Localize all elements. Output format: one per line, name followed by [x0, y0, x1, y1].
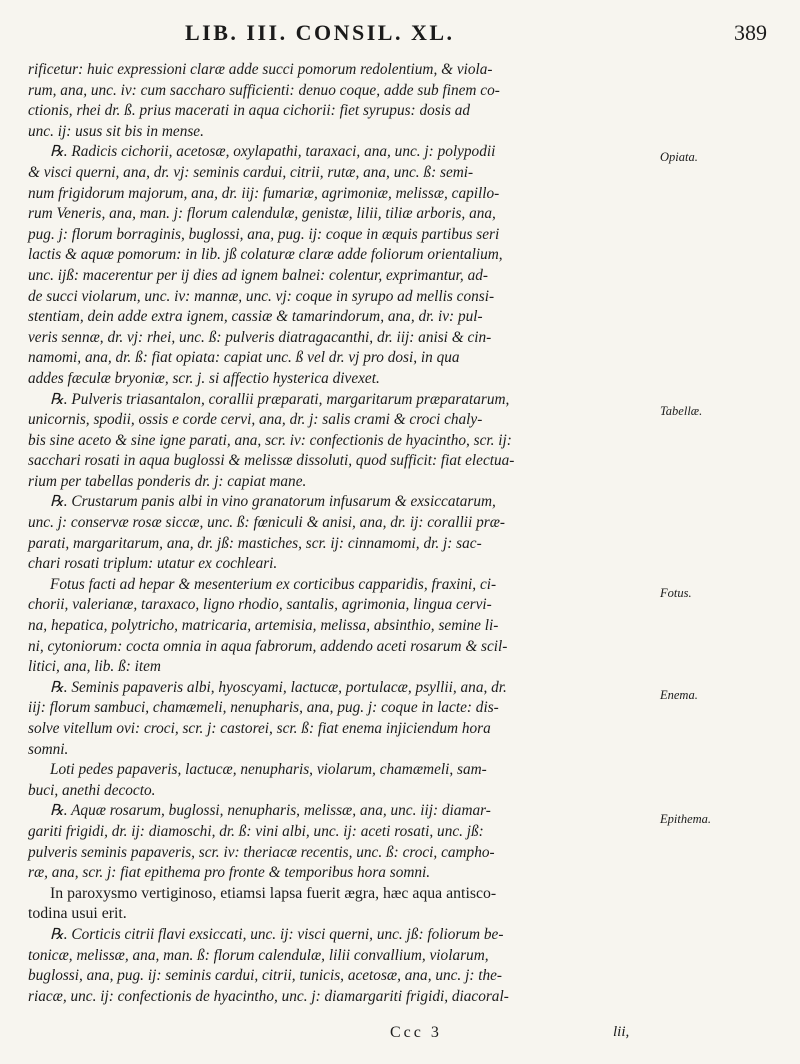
- text-line: solve vitellum ovi: croci, scr. j: castorei, scr. ß: fiat enema injiciendum hora: [28, 720, 491, 737]
- signature-mark: Ccc 3: [390, 1024, 442, 1041]
- paragraph-line: Fotus facti ad hepar & mesenterium ex corticibus capparidis, fraxini, ci-: [50, 575, 497, 593]
- text-line: chari rosati triplum: utatur ex cochleari.: [28, 555, 278, 573]
- margin-note-fotus: Fotus.: [660, 586, 692, 600]
- recipe-line: ℞. Corticis citrii flavi exsiccati, unc. ij: visci querni, unc. jß: foliorum be-: [50, 925, 504, 943]
- text-line: ctionis, rhei dr. ß. prius macerati in aqua cichorii: fiet syrupus: dosis ad: [28, 102, 471, 120]
- running-head: [185, 20, 767, 46]
- text-line: ni, cytoniorum: cocta omnia in aqua fabrorum, addendo aceti rosarum & scil-: [28, 637, 508, 655]
- page-number: 389: [734, 20, 767, 45]
- text-line: lactis & aquæ pomorum: in lib. jß colaturæ claræ adde foliorum orientalium,: [28, 246, 503, 264]
- text-line: stentiam, dein adde extra ignem, cassiæ & tamarindorum, ana, dr. iv: pul-: [28, 308, 483, 326]
- text-line: pulveris seminis papaveris, scr. iv: theriacæ recentis, unc. ß: croci, campho-: [28, 843, 495, 861]
- text-line: litici, ana, lib. ß: item: [28, 658, 161, 676]
- running-title: LIB. III. CONSIL. XL.: [185, 20, 455, 45]
- text-line: na, hepatica, polytricho, matricaria, artemisia, melissa, absinthio, semine li-: [28, 617, 499, 635]
- recipe-line: ℞. Crustarum panis albi in vino granatorum infusarum & exsiccatarum,: [50, 493, 496, 511]
- text-line: somni.: [28, 740, 69, 758]
- text-line: gariti frigidi, dr. ij: diamoschi, dr. ß: vini albi, unc. ij: aceti rosati, unc. jß:: [28, 822, 484, 840]
- text-line: unc. ij: usus sit bis in mense.: [28, 122, 204, 140]
- catchword: lii,: [613, 1024, 630, 1040]
- text-line: rum Veneris, ana, man. j: florum calendulæ, genistæ, lilii, tiliæ arboris, ana,: [28, 205, 496, 223]
- text-line: iij: florum sambuci, chamæmeli, nenupharis, ana, pug. j: coque in lacte: dis-: [28, 699, 499, 717]
- margin-note-enema: Enema.: [660, 688, 698, 702]
- body-text: [28, 60, 650, 1007]
- text-line: unc. j: conservæ rosæ siccæ, unc. ß: fœniculi & anisi, ana, dr. ij: corallii præ-: [28, 514, 506, 532]
- text-line: buci, anethi decocto.: [28, 781, 156, 799]
- margin-note-epithema: Epithema.: [660, 812, 712, 826]
- margin-note-opiata: Opiata.: [660, 150, 698, 164]
- text-line: sacchari rosati in aqua buglossi & melissæ dissoluti, quod sufficit: fiat electua-: [28, 452, 515, 470]
- text-line: num frigidorum majorum, ana, dr. iij: fumariæ, agrimoniæ, melissæ, capillo-: [28, 184, 500, 202]
- roman-text-line: todina usui erit.: [28, 905, 127, 923]
- recipe-line: ℞. Radicis cichorii, acetosæ, oxylapathi, taraxaci, ana, unc. j: polypodii: [50, 143, 496, 161]
- text-line: rium per tabellas ponderis dr. j: capiat mane.: [28, 472, 307, 490]
- text-line: unicornis, spodii, ossis e corde cervi, ana, dr. j: salis crami & croci chaly-: [28, 411, 483, 429]
- text-line: riacæ, unc. ij: confectionis de hyacintho, unc. j: diamargariti frigidi, diacoral-: [28, 987, 509, 1005]
- roman-paragraph-line: In paroxysmo vertiginoso, etiamsi lapsa fuerit ægra, hæc aqua antisco-: [50, 884, 497, 902]
- text-line: veris sennæ, dr. vj: rhei, unc. ß: pulveris diatragacanthi, dr. iij: anisi & cin-: [28, 328, 492, 346]
- text-line: & visci querni, ana, dr. vj: seminis cardui, citrii, rutæ, ana, unc. ß: semi-: [28, 163, 474, 181]
- text-line: pug. j: florum borraginis, buglossi, ana, pug. ij: coque in æquis partibus seri: [28, 225, 500, 243]
- text-line: addes fæculæ bryoniæ, scr. j. si affectio hysterica divexet.: [28, 369, 380, 387]
- recipe-line: ℞. Seminis papaveris albi, hyoscyami, lactucæ, portulacæ, psyllii, ana, dr.: [50, 678, 507, 696]
- text-line: parati, margaritarum, ana, dr. jß: mastiches, scr. ij: cinnamomi, dr. j: sac-: [28, 534, 482, 552]
- recipe-line: ℞. Aquæ rosarum, buglossi, nenupharis, melissæ, ana, unc. iij: diamar-: [50, 802, 491, 820]
- text-line: tonicæ, melissæ, ana, man. ß: florum calendulæ, lilii convallium, violarum,: [28, 946, 489, 964]
- text-line: unc. ijß: macerentur per ij dies ad ignem balnei: colentur, exprimantur, ad-: [28, 266, 488, 284]
- margin-note-tabellae: Tabellæ.: [660, 404, 703, 418]
- recipe-line: ℞. Pulveris triasantalon, corallii præparati, margaritarum præparatarum,: [50, 390, 510, 408]
- text-line: rum, ana, unc. iv: cum saccharo sufficienti: denuo coque, adde sub finem co-: [28, 81, 500, 99]
- text-line: chorii, valerianæ, taraxaco, ligno rhodio, santalis, agrimonia, lingua cervi-: [28, 596, 492, 614]
- text-line: de succi violarum, unc. iv: mannæ, unc. vj: coque in syrupo ad mellis consi-: [28, 287, 495, 305]
- text-line: bis sine aceto & sine igne parati, ana, scr. iv: confectionis de hyacintho, scr. ij:: [28, 431, 512, 449]
- text-line: rificetur: huic expressioni claræ adde succi pomorum redolentium, & viola-: [28, 61, 493, 78]
- text-line: ræ, ana, scr. j: fiat epithema pro fronte & temporibus hora somni.: [28, 864, 431, 882]
- paragraph-line: Loti pedes papaveris, lactucæ, nenupharis, violarum, chamæmeli, sam-: [50, 761, 487, 779]
- text-line: namomi, ana, dr. ß: fiat opiata: capiat unc. ß vel dr. vj pro dosi, in qua: [28, 349, 460, 367]
- text-line: buglossi, ana, pug. ij: seminis cardui, citrii, tunicis, acetosæ, ana, unc. j: the-: [28, 967, 503, 985]
